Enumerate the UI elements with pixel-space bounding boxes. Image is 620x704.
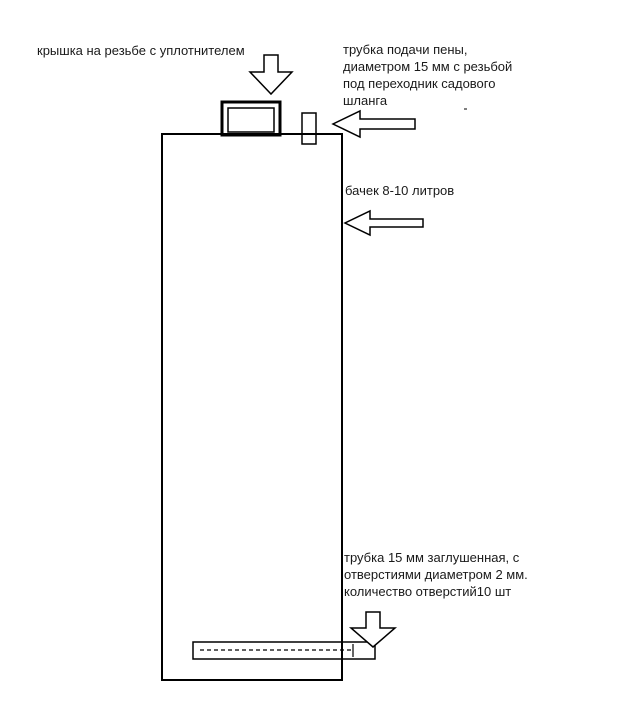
down-arrow-icon [250,55,292,94]
lid-cap [222,102,280,135]
tank-volume-label: бачек 8-10 литров [345,183,455,198]
bottom-perforated-pipe [193,642,375,659]
bottom-pipe-label: трубка 15 мм заглушенная, с отверстиями диаметром 2 мм. количество отверстий10 шт [344,550,528,599]
lid-label: крышка на резьбе с уплотнителем [37,43,245,58]
left-arrow-icon [345,211,423,235]
left-arrow-icon [333,111,415,137]
foam-supply-pipe [302,113,316,144]
foam-pipe-label: трубка подачи пены, диаметром 15 мм с резьбой под переходник садового шланга [343,42,513,108]
tank-body [162,134,342,680]
